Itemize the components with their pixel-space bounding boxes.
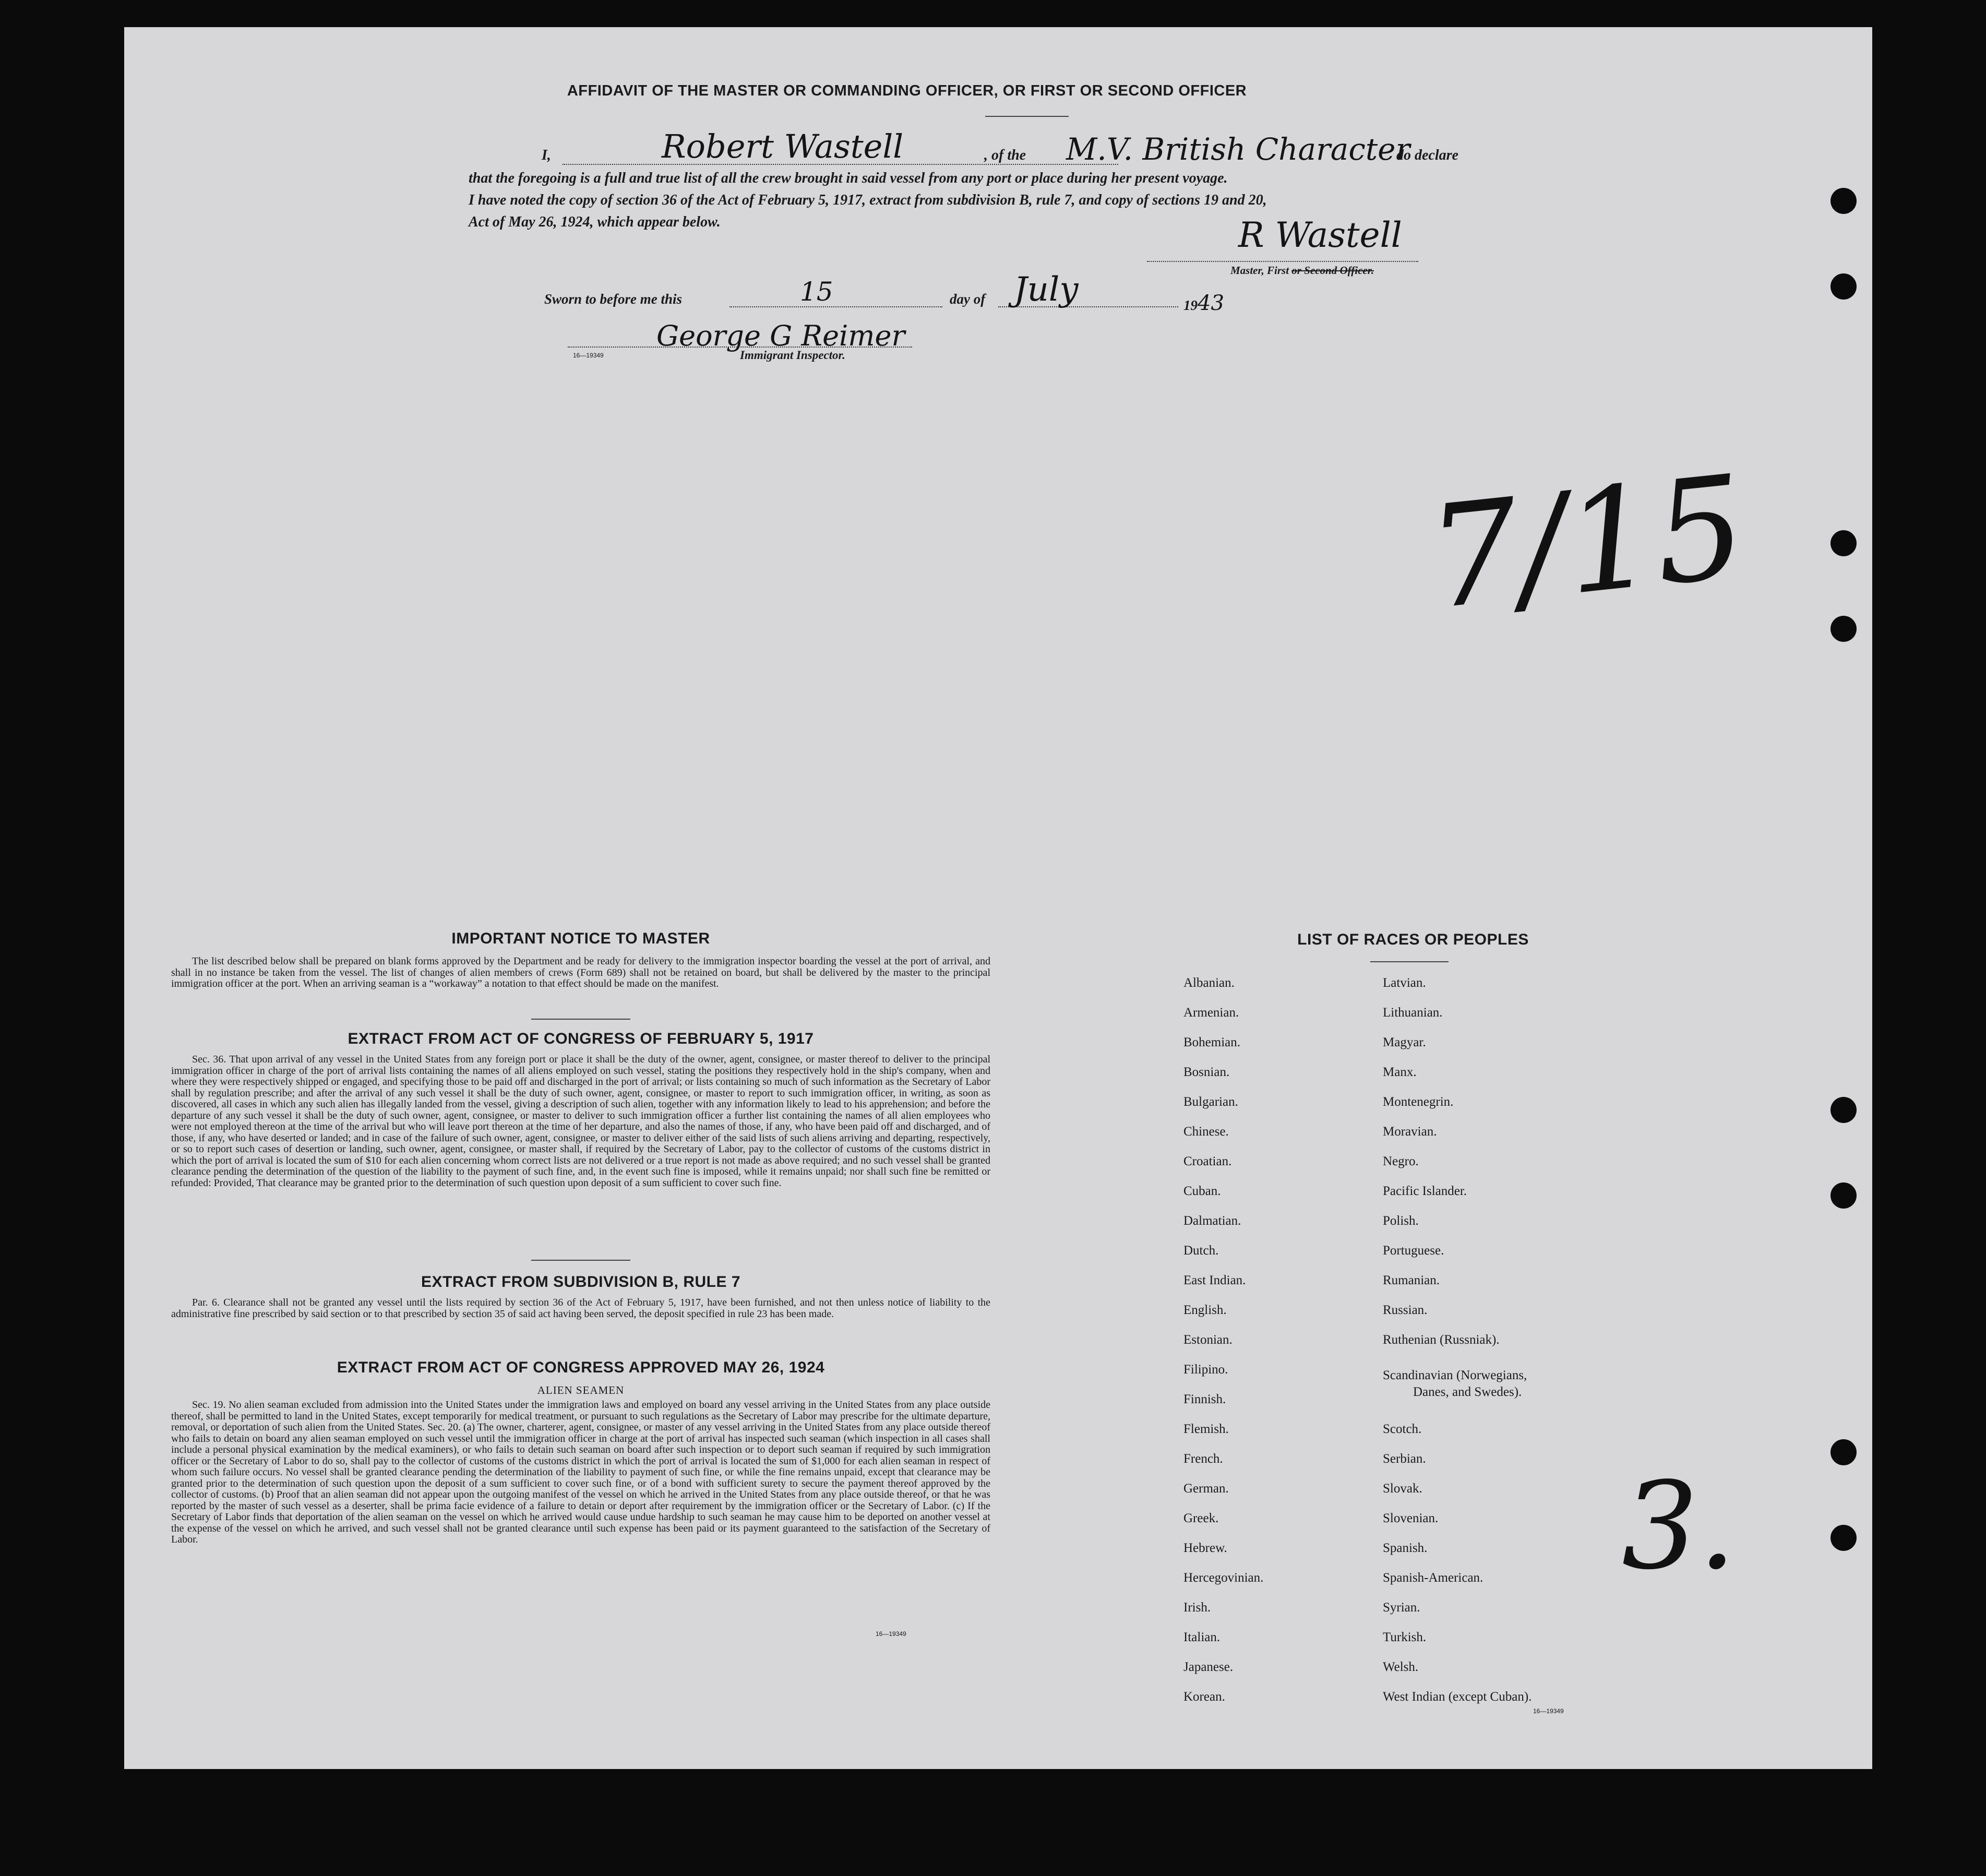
race-item: French. [1183, 1452, 1223, 1466]
master-title-label: Master, First [1230, 264, 1289, 277]
year-suffix: 43 [1198, 291, 1224, 315]
race-item: Hercegovinian. [1183, 1571, 1264, 1585]
race-item: Croatian. [1183, 1154, 1232, 1168]
binder-hole [1831, 616, 1857, 642]
affidavit-line-4: Act of May 26, 1924, which appear below. [469, 214, 721, 230]
race-item: Latvian. [1383, 976, 1426, 990]
signature-line [1147, 261, 1418, 262]
master-signature: R Wastell [1238, 215, 1402, 255]
race-item: Dalmatian. [1183, 1214, 1241, 1228]
race-item: Flemish. [1183, 1422, 1229, 1436]
affidavit-title: AFFIDAVIT OF THE MASTER OR COMMANDING OFFICER, OR FIRST OR SECOND OFFICER [567, 82, 1247, 99]
race-item: Bulgarian. [1183, 1095, 1238, 1109]
binder-hole [1831, 1525, 1857, 1551]
race-item: Japanese. [1183, 1660, 1234, 1674]
race-item: Filipino. [1183, 1363, 1228, 1377]
master-name: Robert Wastell [662, 127, 904, 165]
races-form-number: 16—19349 [1533, 1707, 1564, 1715]
title-underline [985, 116, 1069, 117]
race-item: Chinese. [1183, 1125, 1229, 1139]
extract-1924-subtitle: ALIEN SEAMEN [537, 1384, 625, 1396]
race-item: Spanish-American. [1383, 1571, 1483, 1585]
extract-form-number: 16—19349 [876, 1630, 906, 1638]
race-item: Cuban. [1183, 1184, 1221, 1198]
extract-1924-title: EXTRACT FROM ACT OF CONGRESS APPROVED MAY 26, 1924 [337, 1359, 825, 1376]
race-item-continued: Danes, and Swedes). [1413, 1385, 1522, 1399]
race-item: Korean. [1183, 1690, 1225, 1704]
race-item: Slovak. [1383, 1481, 1422, 1496]
race-item: Spanish. [1383, 1541, 1428, 1555]
race-item: Montenegrin. [1383, 1095, 1454, 1109]
races-title: LIST OF RACES OR PEOPLES [1297, 931, 1529, 948]
race-item: Negro. [1383, 1154, 1419, 1168]
affidavit-declare: do declare [1396, 147, 1458, 163]
sworn-year [1183, 291, 1224, 315]
separator [531, 1019, 630, 1020]
affidavit-form-number: 16—19349 [573, 352, 604, 359]
race-item: Slovenian. [1383, 1511, 1439, 1525]
race-item: East Indian. [1183, 1273, 1246, 1287]
year-prefix: 19 [1183, 297, 1198, 313]
master-title-struck: or Second Officer. [1291, 264, 1374, 277]
inspector-label: Immigrant Inspector. [740, 349, 845, 362]
form-page [124, 27, 1872, 1769]
vessel-name: M.V. British Character [1066, 132, 1410, 167]
inspector-line [568, 346, 912, 348]
race-item: Serbian. [1383, 1452, 1426, 1466]
notice-title: IMPORTANT NOTICE TO MASTER [451, 930, 710, 947]
extract-rule7-body: Par. 6. Clearance shall not be granted any vessel until the lists required by section 36 of the Act of February 5, 1917, have been furnished, and not then unless notice of liability to the administrative fine prescribed by said section or to that prescribed by section 35 of said act having been served, the deposit specified in rule 23 has been made. [171, 1297, 990, 1320]
separator [1370, 961, 1449, 962]
race-item: Moravian. [1383, 1125, 1437, 1139]
race-item: Italian. [1183, 1630, 1221, 1644]
sworn-day-line [729, 306, 942, 307]
race-item: Ruthenian (Russniak). [1383, 1333, 1500, 1347]
sworn-label: Sworn to before me this [544, 291, 683, 307]
extract-1924-body: Sec. 19. No alien seaman excluded from admission into the United States under the immigration laws and employed on board any vessel arriving in the United States from any place outside thereof, shall be permitted to land in the United States, except temporarily for medical treatment, or pursuant to such regulations as the Secretary of Labor may prescribe for the ultimate departure, removal, or deportation of such alien from the United States. Sec. 20. (a) The owner, charterer, agent, consignee, or master of any vessel arriving in the United States from any place outside thereof who fails to detain on board any alien seaman employed on such vessel until the immigration officer in charge at the port of arrival has inspected such seaman (which inspection in all cases shall include a personal physical examination by the medical examiners), or who fails to detain such seaman on board after such inspection or to deport such seaman if required by such immigration officer or the Secretary of Labor to do so, shall pay to the collector of customs of the customs district in which the port of arrival is located the sum of $1,000 for each alien seaman in respect of whom such failure occurs. No vessel shall be granted clearance pending the determination of the liability to payment of such fine, or while the fine remains unpaid, except that clearance may be granted prior to the determination of such question upon the deposit of a sum sufficient to cover such fine, or of a bond with sufficient surety to secure the payment thereof approved by the collector of customs. (b) Proof that an alien seaman did not appear upon the outgoing manifest of the vessel on which he arrived in the United States from any place outside thereof, or that he was reported by the master of such vessel as a deserter, shall be prima facie evidence of a failure to detain or deport after requirement by the immigration officer or the Secretary of Labor. (c) If the Secretary of Labor finds that deportation of the alien seaman on the vessel on which he arrived would cause undue hardship to such seaman he may cause him to be deported on another vessel at the expense of the vessel on which he arrived, and such vessel shall not be granted clearance until such expense has been paid or its payment guaranteed to the satisfaction of the Secretary of Labor. [171, 1399, 990, 1545]
race-item: Bohemian. [1183, 1035, 1241, 1049]
extract-rule7-title: EXTRACT FROM SUBDIVISION B, RULE 7 [421, 1273, 741, 1291]
race-item: Magyar. [1383, 1035, 1426, 1049]
affidavit-i: I, [542, 147, 551, 163]
race-item: Armenian. [1183, 1006, 1239, 1020]
extract-1917-title: EXTRACT FROM ACT OF CONGRESS OF FEBRUARY 5, 1917 [348, 1030, 814, 1047]
race-item: Pacific Islander. [1383, 1184, 1467, 1198]
race-item: Polish. [1383, 1214, 1419, 1228]
race-item: Rumanian. [1383, 1273, 1440, 1287]
inspector-signature: George G Reimer [656, 319, 905, 352]
race-item: Finnish. [1183, 1392, 1226, 1406]
binder-hole [1831, 273, 1857, 300]
race-item: Estonian. [1183, 1333, 1233, 1347]
race-item: Scandinavian (Norwegians, [1383, 1368, 1527, 1382]
binder-hole [1831, 1097, 1857, 1123]
extract-1917-body: Sec. 36. That upon arrival of any vessel in the United States from any foreign port or place it shall be the duty of the owner, agent, consignee, or master thereof to deliver to the principal immigration officer in charge of the port of arrival lists containing the names of all aliens employed on such vessel, stating the positions they respectively hold in the ship's company, when and where they were respectively shipped or engaged, and specifying those to be paid off and discharged in the port of arrival; or lists containing so much of such information as the Secretary of Labor shall by regulation prescribe; and after the arrival of any such vessel it shall be the duty of such owner, agent, consignee, or master to report to such immigration officer, in writing, as soon as discovered, all cases in which any such alien has illegally landed from the vessel, giving a description of such alien, together with any information likely to lead to his apprehension; and before the departure of any such vessel it shall be the duty of such owner, agent, consignee, or master to deliver to such immigration officer a further list containing the names of all alien employees who were not employed thereon at the time of the arrival but who will leave port thereon at the time of her departure, and also the names of those, if any, who have been paid off and discharged, and of those, if any, who have deserted or landed; and in case of the failure of such owner, agent, consignee, or master to deliver either of the said lists of such aliens arriving and departing, respectively, or so to report such cases of desertion or landing, such owner, agent, consignee, or master shall, if required by the Secretary of Labor, pay to the collector of customs of the customs district in which the port of arrival is located the sum of $10 for each alien concerning whom correct lists are not delivered or a true report is not made as above required; and no such vessel shall be granted clearance pending the determination of the question of the liability to the payment of such fine, and, in the event such fine is imposed, while it remains unpaid; nor shall such fine be remitted or refunded: Provided, That clearance may be granted prior to the determination of such question upon deposit of a sum sufficient to cover such fine. [171, 1054, 990, 1189]
sworn-month: July [1014, 270, 1079, 309]
binder-hole [1831, 530, 1857, 556]
affidavit-line-3: I have noted the copy of section 36 of the Act of February 5, 1917, extract from subdivision B, rule 7, and copy of sections 19 and 20, [469, 192, 1267, 208]
notice-body: The list described below shall be prepared on blank forms approved by the Department and be ready for delivery to the immigration inspector boarding the vessel at the port of arrival, and shall in no instance be taken from the vessel. The list of changes of alien members of crews (Form 689) shall not be retained on board, but shall be delivered by the master to the principal immigration officer at the port. When an arriving seaman is a “workaway” a notation to that effect should be made on the manifest. [171, 955, 990, 989]
race-item: Irish. [1183, 1600, 1211, 1615]
race-item: Albanian. [1183, 976, 1235, 990]
race-item: Greek. [1183, 1511, 1219, 1525]
race-item: Bosnian. [1183, 1065, 1230, 1079]
affidavit-line-2: that the foregoing is a full and true list of all the crew brought in said vessel from any port or place during her present voyage. [469, 170, 1228, 186]
race-item: German. [1183, 1481, 1229, 1496]
binder-hole [1831, 188, 1857, 214]
race-item: Welsh. [1383, 1660, 1419, 1674]
race-item: Portuguese. [1383, 1244, 1444, 1258]
master-title [1230, 264, 1374, 277]
race-item: Turkish. [1383, 1630, 1427, 1644]
affidavit-of-the: , of the [984, 147, 1026, 163]
race-item: Manx. [1383, 1065, 1417, 1079]
binder-hole [1831, 1439, 1857, 1465]
date-annotation: 7/15 [1421, 444, 1753, 641]
race-item: Russian. [1383, 1303, 1428, 1317]
race-item: English. [1183, 1303, 1227, 1317]
page-number-annotation: 3. [1622, 1457, 1737, 1596]
separator [531, 1260, 630, 1261]
race-item: Lithuanian. [1383, 1006, 1443, 1020]
race-item: Dutch. [1183, 1244, 1219, 1258]
sworn-day: 15 [800, 277, 833, 307]
day-of-label: day of [950, 291, 986, 307]
race-item: Syrian. [1383, 1600, 1420, 1615]
binder-hole [1831, 1182, 1857, 1209]
race-item: Scotch. [1383, 1422, 1422, 1436]
race-item: Hebrew. [1183, 1541, 1227, 1555]
race-item: West Indian (except Cuban). [1383, 1690, 1532, 1704]
